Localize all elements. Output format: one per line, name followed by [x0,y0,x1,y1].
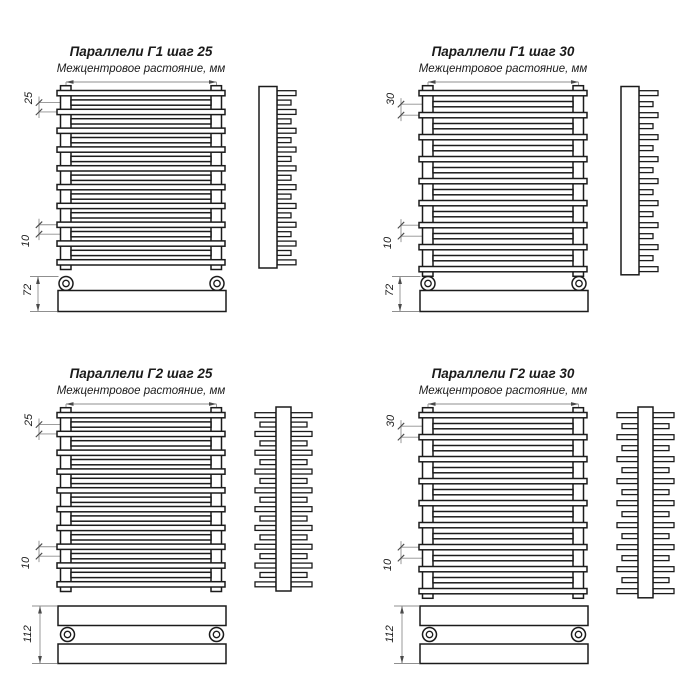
dim-label-step: 30 [385,415,397,428]
quadrant-g1-step30 [362,0,700,322]
dim-label-height: 112 [22,625,34,643]
dim-label-spacing: 10 [20,557,32,570]
drawing-title: Параллели Г1 шаг 30 [431,44,575,59]
dim-label-spacing: 10 [382,559,394,572]
drawing-title: Параллели Г2 шаг 25 [69,366,213,381]
dim-label-step: 25 [23,413,35,426]
dimension-caption: Межцентровое растояние, мм [418,385,588,397]
drawing-title: Параллели Г2 шаг 30 [431,366,575,381]
drawing-title: Параллели Г1 шаг 25 [69,44,213,59]
dim-label-spacing: 10 [20,235,32,248]
quadrant-g2-step25 [0,322,350,700]
dim-label-height: 72 [384,283,396,297]
dimension-caption: Межцентровое растояние, мм [418,63,588,75]
quadrant-g1-step25 [0,0,350,322]
dim-label-height: 112 [384,625,396,643]
dim-label-spacing: 10 [382,237,394,250]
quadrant-g2-step30 [362,322,700,700]
dim-label-step: 30 [385,93,397,106]
dim-label-height: 72 [22,283,34,297]
dimension-caption: Межцентровое растояние, мм [56,385,226,397]
dimension-caption: Межцентровое растояние, мм [56,63,226,75]
dim-label-step: 25 [23,91,35,104]
